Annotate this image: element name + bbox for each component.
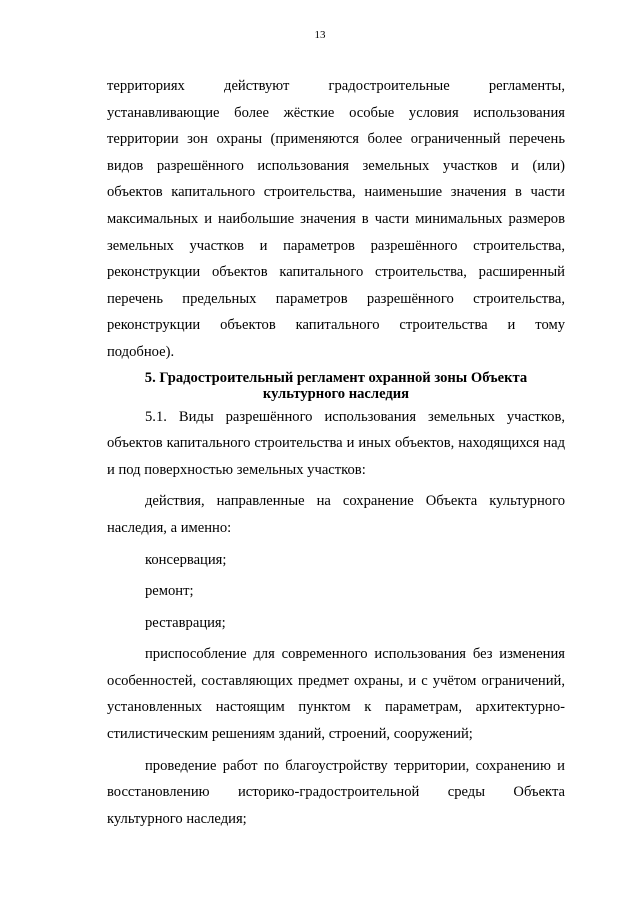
intro-line: реконструкции объектов капитального строительства, расширенный xyxy=(107,264,565,281)
section-heading-line-1: 5. Градостроительный регламент охранной зоны Объекта xyxy=(144,369,528,386)
intro-line: видов разрешённого использования земельных участков и (или) xyxy=(107,157,565,174)
section-heading-line-2: культурного наследия xyxy=(262,385,410,402)
list-item-restoration: реставрация; xyxy=(145,614,226,631)
section-heading xyxy=(107,370,565,402)
paragraph-5-1: 5.1. Виды разрешённого использования земельных участков, объектов капитального строительства и иных объектов, находящихся над и под поверхностью земельных участков: xyxy=(107,408,565,478)
intro-line: территориях действуют градостроительные регламенты, xyxy=(107,78,565,94)
list-item-repair: ремонт; xyxy=(145,583,194,600)
page-number: 13 xyxy=(314,29,326,41)
document-body xyxy=(107,73,565,832)
paragraph-actions: действия, направленные на сохранение Объекта культурного наследия, а именно: xyxy=(107,493,565,536)
intro-line: объектов капитального строительства, наименьшие значения в части xyxy=(107,184,565,201)
paragraph-adaptation: приспособление для современного использования без изменения особенностей, составляющих предмет охраны, и с учётом ограничений, установленных настоящим пунктом к параметрам, архитектурно-стилистическим решениям зданий, строений, сооружений; xyxy=(107,646,565,743)
intro-line: территории зон охраны (применяются более ограниченный перечень xyxy=(107,131,565,148)
list-item-conservation: консервация; xyxy=(145,551,227,568)
paragraph-landscaping: проведение работ по благоустройству территории, сохранению и восстановлению историко-градостроительной среды Объекта культурного наследия; xyxy=(107,757,565,827)
paragraph-intro xyxy=(107,73,565,366)
intro-line: реконструкции объектов капитального строительства и тому xyxy=(107,317,565,334)
intro-line: устанавливающие более жёсткие особые условия использования xyxy=(107,104,565,121)
intro-line: максимальных и наибольшие значения в части минимальных размеров xyxy=(107,210,565,227)
intro-line: перечень предельных параметров разрешённого строительства, xyxy=(107,290,565,307)
intro-line: земельных участков и параметров разрешённого строительства, xyxy=(107,237,565,254)
intro-line: подобное). xyxy=(107,343,175,360)
